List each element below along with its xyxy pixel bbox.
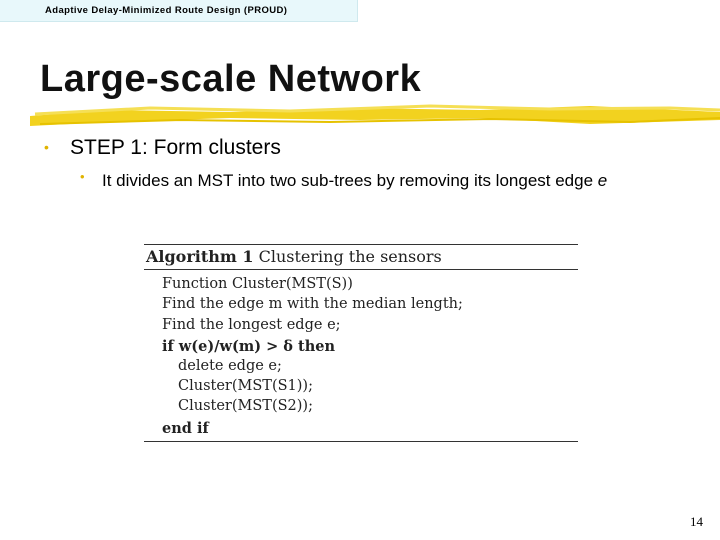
edge-variable: e — [597, 171, 608, 190]
algorithm-name: Clustering the sensors — [258, 247, 442, 266]
algorithm-head-rule — [144, 269, 578, 270]
bullet-icon: • — [44, 139, 49, 155]
algorithm-line-1: Function Cluster(MST(S)) — [162, 276, 353, 292]
algorithm-line-4: if w(e)/w(m) > δ then — [162, 338, 336, 355]
page-number: 14 — [690, 514, 703, 529]
algorithm-box — [144, 244, 578, 442]
algorithm-line-7: Cluster(MST(S2)); — [178, 398, 313, 414]
sub-bullet-icon: • — [80, 169, 85, 184]
algorithm-line-8: end if — [162, 420, 209, 437]
bullet-description-text: It divides an MST into two sub-trees by removing its longest edge — [102, 171, 594, 190]
bullet-step1: STEP 1: Form clusters — [70, 136, 281, 159]
bullet-description — [102, 169, 662, 192]
slide-title: Large-scale Network — [40, 58, 422, 100]
algorithm-line-3: Find the longest edge e; — [162, 317, 341, 333]
algorithm-line-2: Find the edge m with the median length; — [162, 296, 463, 312]
algorithm-heading — [146, 247, 442, 266]
header-bar — [0, 0, 358, 22]
algorithm-number: Algorithm 1 — [146, 247, 254, 266]
algorithm-line-5: delete edge e; — [178, 358, 282, 374]
algorithm-bottom-rule — [144, 441, 578, 442]
algorithm-line-6: Cluster(MST(S1)); — [178, 378, 313, 394]
title-underline — [30, 100, 720, 134]
header-text: Adaptive Delay-Minimized Route Design (PROUD) — [45, 5, 288, 16]
algorithm-top-rule — [144, 244, 578, 245]
